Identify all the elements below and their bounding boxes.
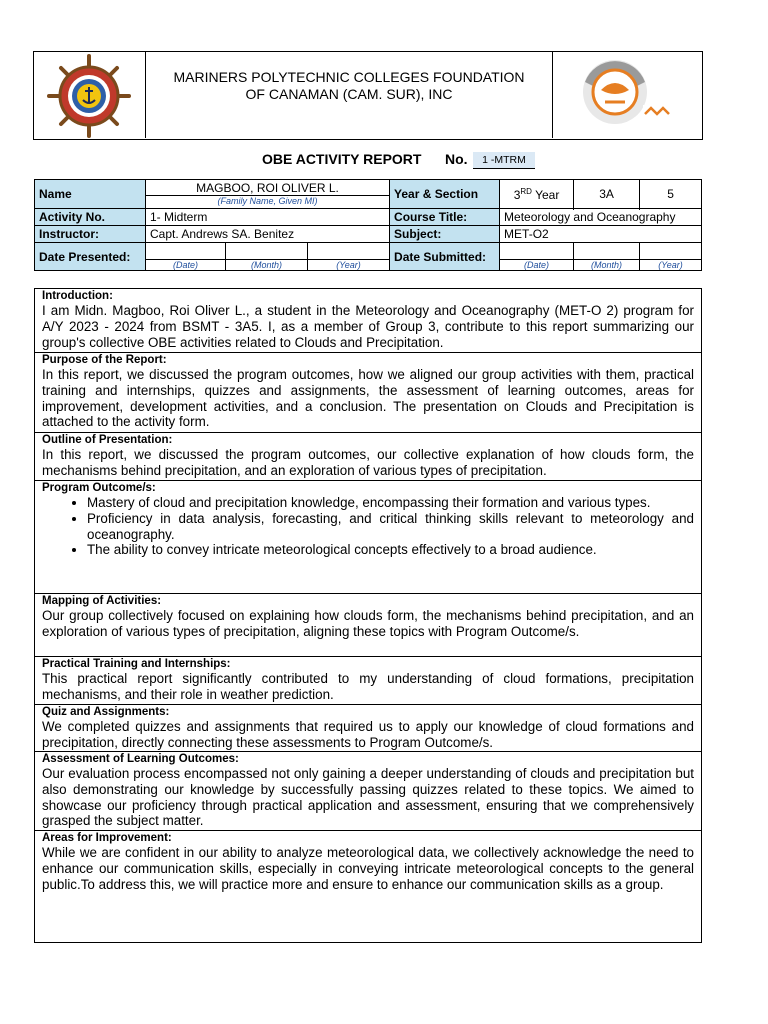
year-hint: (Year) — [308, 259, 389, 270]
date-presented-month[interactable] — [226, 243, 308, 271]
section-mapping — [35, 594, 701, 657]
section-text: I am Midn. Magboo, Roi Oliver L., a student in the Meteorology and Oceanography (MET-O 2) program for A/Y 2023 - 2024 from BSMT - 3A5. I, as a member of Group 3, contribute to this report summarizing our group's collective OBE activities related to Clouds and Precipitation. — [42, 303, 694, 350]
year-suffix: RD — [520, 186, 532, 196]
date-hint: (Date) — [146, 259, 225, 270]
year-word: Year — [531, 187, 560, 202]
year-cell[interactable] — [500, 180, 574, 209]
school-name-line2: OF CANAMAN (CAM. SUR), INC — [245, 86, 453, 102]
list-item: • Proficiency in data analysis, forecasting, and critical thinking skills relevant to meteorology and oceanography. — [87, 511, 694, 543]
course-title-label: Course Title: — [390, 209, 500, 226]
section-heading: Purpose of the Report: — [42, 354, 167, 366]
section-heading: Quiz and Assignments: — [42, 706, 170, 718]
report-number-label: No. — [445, 151, 468, 167]
instructor-label: Instructor: — [35, 226, 146, 243]
section-heading: Areas for Improvement: — [42, 832, 172, 844]
document-header — [33, 51, 703, 140]
section-text: Our evaluation process encompassed not only gaining a deeper understanding of clouds and precipitation but also demonstrating our knowledge by successfully passing quizzes related to these topics. We aimed to showcase our proficiency through practical application and assessment, ensuring that we comprehensively grasped the subject matter. — [42, 766, 694, 829]
report-title: OBE ACTIVITY REPORT — [262, 151, 422, 167]
section-introduction — [35, 289, 701, 353]
year-value: 3 — [513, 187, 521, 202]
list-item: • Mastery of cloud and precipitation knowledge, encompassing their formation and various types. — [87, 495, 694, 511]
name-label: Name — [35, 180, 146, 209]
month-hint: (Month) — [574, 259, 639, 270]
section-heading: Introduction: — [42, 290, 113, 302]
section-heading: Mapping of Activities: — [42, 595, 162, 607]
instructor-value[interactable]: Capt. Andrews SA. Benitez — [146, 226, 390, 243]
activity-no-label: Activity No. — [35, 209, 146, 226]
list-item: • The ability to convey intricate meteorological concepts effectively to a broad audience. — [87, 542, 694, 558]
activity-no-value[interactable]: 1- Midterm — [146, 209, 390, 226]
section-practical-training — [35, 657, 701, 705]
section-purpose — [35, 353, 701, 433]
sgs-iso-seal-icon — [553, 52, 701, 138]
section-text: In this report, we discussed the program outcomes, our collective explanation of how clouds form, the mechanisms behind precipitation, and an exploration of various types of precipitation. — [42, 447, 694, 478]
date-presented-day[interactable] — [146, 243, 226, 271]
group-cell[interactable]: 5 — [640, 180, 702, 209]
section-quiz-assignments — [35, 705, 701, 752]
section-heading: Assessment of Learning Outcomes: — [42, 753, 239, 765]
section-areas-for-improvement — [35, 831, 701, 942]
section-heading: Practical Training and Internships: — [42, 658, 231, 670]
section-text: In this report, we discussed the program outcomes, how we aligned our group activities with them, practical training and internships, quizzes and assignments, the assessment of learning outcomes, areas for improvement, development activities, and a conclusion. The presentation on Clouds and Precipitation is attached to the activity form. — [42, 367, 694, 430]
name-cell[interactable] — [146, 180, 390, 209]
section-text: Our group collectively focused on explaining how clouds form, the mechanisms behind precipitation, and an exploration of various types of precipitation, aligning these topics with Program Outcome/s. — [42, 608, 694, 639]
name-hint: (Family Name, Given MI) — [217, 196, 318, 206]
date-presented-label: Date Presented: — [35, 243, 146, 271]
name-value: MAGBOO, ROI OLIVER L. — [146, 180, 389, 196]
section-text: We completed quizzes and assignments that required us to apply our knowledge of cloud formations and precipitation, directly connecting these assessments to Program Outcome/s. — [42, 719, 694, 750]
subject-value[interactable]: MET-O2 — [500, 226, 702, 243]
program-outcome-list — [42, 495, 694, 558]
month-hint: (Month) — [226, 259, 307, 270]
year-hint: (Year) — [640, 259, 701, 270]
date-submitted-year[interactable] — [640, 243, 702, 271]
school-logo — [34, 52, 146, 138]
section-assessment — [35, 752, 701, 831]
school-name-line1: MARINERS POLYTECHNIC COLLEGES FOUNDATION — [173, 69, 525, 85]
section-text: While we are confident in our ability to analyze meteorological data, we collectively acknowledge the need to enhance our communication skills, especially in conveying intricate meteorological concepts to the general public.To address this, we will practice more and ensure to enhance our communication skills as a group. — [42, 845, 694, 892]
section-heading: Program Outcome/s: — [42, 482, 156, 494]
student-info-table — [34, 179, 702, 271]
section-cell[interactable]: 3A — [574, 180, 640, 209]
date-submitted-month[interactable] — [574, 243, 640, 271]
date-submitted-label: Date Submitted: — [390, 243, 500, 271]
section-outline — [35, 433, 701, 481]
certification-logo — [552, 52, 702, 138]
school-name — [146, 69, 552, 103]
date-hint: (Date) — [500, 259, 573, 270]
report-body — [34, 288, 702, 943]
date-presented-year[interactable] — [308, 243, 390, 271]
ship-wheel-icon — [34, 52, 144, 138]
report-number-field[interactable]: 1 -MTRM — [473, 152, 535, 169]
course-title-value[interactable]: Meteorology and Oceanography — [500, 209, 702, 226]
section-text: This practical report significantly contributed to my understanding of cloud formations, precipitation mechanisms, and their role in weather prediction. — [42, 671, 694, 702]
date-submitted-day[interactable] — [500, 243, 574, 271]
section-heading: Outline of Presentation: — [42, 434, 173, 446]
year-section-label: Year & Section — [390, 180, 500, 209]
section-program-outcomes — [35, 481, 701, 594]
subject-label: Subject: — [390, 226, 500, 243]
